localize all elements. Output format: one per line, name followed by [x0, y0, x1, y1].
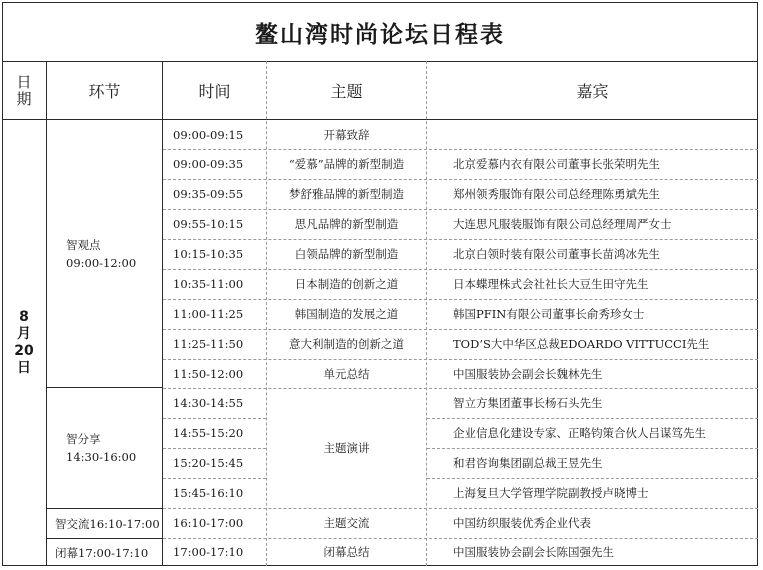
- row-topic: 主题交流: [323, 516, 370, 530]
- date-month: 8: [19, 309, 29, 325]
- row-guest: 郑州领秀服饰有限公司总经理陈勇斌先生: [453, 187, 660, 201]
- row-time: 14:55-15:20: [173, 426, 244, 440]
- row-guest: 上海复旦大学管理学院副教授卢晓博士: [453, 486, 649, 500]
- date-cell: [2, 120, 46, 566]
- row-time: 09:00-09:15: [173, 127, 244, 142]
- section-zhifenxiang: [66, 388, 162, 508]
- row-topic: 闭幕总结: [323, 545, 370, 559]
- row-time: 10:35-11:00: [173, 277, 244, 291]
- header-date: [2, 62, 46, 119]
- row-time: 11:25-11:50: [173, 337, 244, 351]
- row-guest: 中国服装协会副会长魏林先生: [453, 366, 603, 381]
- row-guest: 企业信息化建设专家、正略钧策合伙人吕谋笃先生: [453, 426, 706, 440]
- row-time: 09:35-09:55: [173, 187, 244, 201]
- row-topic: 单元总结: [323, 366, 370, 381]
- date-day: 20: [14, 343, 34, 359]
- section-zhiguandian: [66, 120, 162, 387]
- row-time: 10:15-10:35: [173, 247, 244, 261]
- header-topic: 主题: [330, 82, 363, 101]
- row-topic: “爱慕”品牌的新型制造: [288, 157, 405, 171]
- page-title: 鳌山湾时尚论坛日程表: [255, 21, 505, 48]
- row-guest: 中国纺织服装优秀企业代表: [453, 516, 591, 530]
- row-topic: 韩国制造的发展之道: [294, 307, 399, 321]
- col-divider-date: [46, 61, 47, 566]
- row-topic: 梦舒雅品牌的新型制造: [289, 187, 404, 201]
- row-guest: 北京白领时装有限公司董事长苗鸿冰先生: [453, 247, 660, 261]
- row-time: 09:55-10:15: [173, 217, 244, 231]
- row-time: 17:00-17:10: [173, 545, 244, 559]
- row-topic: 开幕致辞: [323, 127, 370, 142]
- row-guest: 智立方集团董事长杨石头先生: [453, 396, 603, 410]
- row-guest: 大连思凡服装服饰有限公司总经理周严女士: [453, 217, 672, 231]
- row-time: 15:20-15:45: [173, 456, 244, 470]
- date-day-unit: 日: [17, 360, 31, 376]
- header-guest: 嘉宾: [576, 82, 609, 101]
- section-name: 智观点: [66, 237, 101, 252]
- header-date-top: 日: [16, 72, 32, 91]
- section-zhijiaoliu: 智交流16:10-17:00: [55, 516, 160, 531]
- row-time: 09:00-09:35: [173, 157, 244, 171]
- row-topic: 日本制造的创新之道: [294, 277, 399, 291]
- row-time: 11:00-11:25: [173, 307, 244, 321]
- section-time: 14:30-16:00: [66, 450, 137, 464]
- section-name: 智分享: [66, 432, 101, 446]
- row-topic: 白领品牌的新型制造: [294, 247, 399, 261]
- row-guest: 和君咨询集团副总裁王昱先生: [453, 456, 603, 470]
- row-time: 16:10-17:00: [173, 516, 244, 530]
- row-guest: TOD’S大中华区总裁EDOARDO VITTUCCI先生: [453, 337, 710, 351]
- topic-keynote-merged: 主题演讲: [323, 441, 370, 455]
- header-date-bottom: 期: [16, 89, 32, 108]
- row-topic: 思凡品牌的新型制造: [294, 217, 399, 231]
- row-guest: 中国服装协会副会长陈国强先生: [453, 545, 614, 559]
- header-time: 时间: [198, 82, 231, 101]
- row-time: 11:50-12:00: [173, 366, 244, 381]
- row-guest: 韩国PFIN有限公司董事长俞秀珍女士: [453, 307, 645, 321]
- date-month-unit: 月: [17, 326, 31, 342]
- section-time: 09:00-12:00: [66, 255, 137, 270]
- row-time: 15:45-16:10: [173, 486, 244, 500]
- header-segment: 环节: [88, 82, 121, 101]
- row-topic: 意大利制造的创新之道: [289, 337, 404, 351]
- row-guest: 日本蝶理株式会社社长大豆生田守先生: [453, 277, 649, 291]
- section-closing: 闭幕17:00-17:10: [55, 545, 149, 560]
- row-time: 14:30-14:55: [173, 396, 244, 410]
- row-guest: 北京爱慕内衣有限公司董事长张荣明先生: [453, 157, 660, 171]
